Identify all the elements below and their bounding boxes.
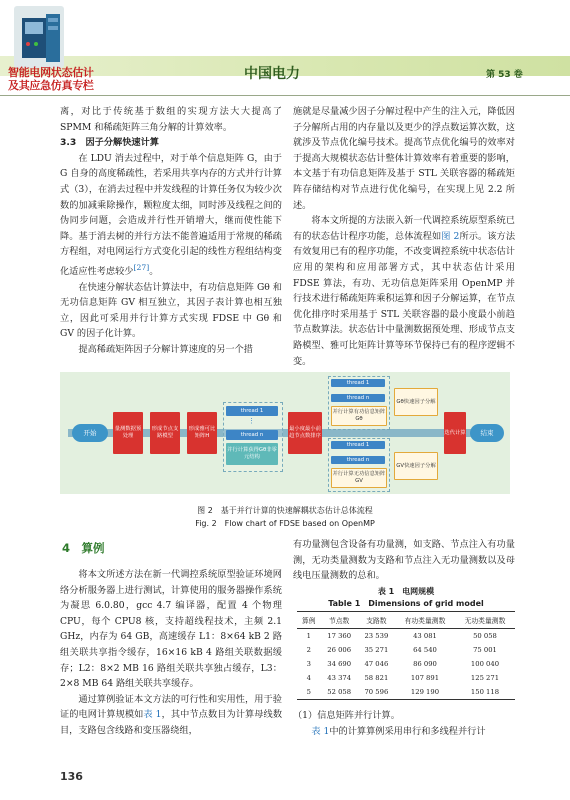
column-header: 支路数 [358, 612, 395, 629]
figure-caption-en: Fig. 2 Flow chart of FDSE based on OpenMP [195, 519, 375, 528]
thread-1-node: thread 1 [226, 406, 278, 416]
table-cell: 35 271 [364, 646, 389, 654]
paragraph: 提高稀疏矩阵因子分解计算速度的另一个措 [78, 343, 253, 355]
column-logo-image [10, 4, 68, 74]
table-cell: 26 006 [327, 646, 352, 654]
table-cell: 4 [306, 674, 311, 682]
table-cell: 100 040 [470, 660, 500, 668]
table-cell: 5 [297, 685, 321, 700]
table-cell: 75 001 [473, 646, 497, 654]
table-cell: 3 [306, 660, 311, 668]
parallel-reactive-matrix-node: 并行计算无功信息矩阵GV [331, 468, 387, 488]
table-cell: 17 360 [327, 632, 352, 640]
thread-1-node: thread 1 [331, 379, 385, 387]
left-column-top [60, 104, 282, 358]
header-divider [0, 95, 570, 96]
table-row [297, 671, 515, 685]
flowchart-figure [60, 372, 510, 494]
column-header: 有功类量测数 [395, 612, 455, 629]
table-row [297, 657, 515, 671]
paragraph: 在快速分解状态估计算法中，有功信息矩阵 Gθ 和无功信息矩阵 GV 相互独立，其因子表计算也相互独立，因此可采用并行计算方式实现 FDSE 中 Gθ 和 GV 的因子化计算。 [60, 281, 282, 340]
table-row [297, 629, 515, 644]
column-title-line2: 及其应急仿真专栏 [8, 79, 94, 92]
grid-dimensions-table [297, 611, 515, 700]
paragraph: 有功量测包含设备有功量测，如支路、节点注入有功量测，无功类量测数为支路和节点注入无功量测数以及母线电压量测数的总和。 [293, 539, 515, 582]
table-cell: 86 090 [413, 660, 437, 668]
end-node: 结束 [470, 424, 504, 442]
subsection-heading: （1）信息矩阵并行计算。 [293, 710, 400, 721]
ellipsis: ⋮ [248, 417, 255, 425]
table-cell: 47 046 [364, 660, 389, 668]
paragraph: 表 1中的计算算例采用串行和多线程并行计 [311, 725, 486, 737]
table-caption-zh: 表 1 电网规模 [377, 587, 435, 596]
table-row [297, 685, 515, 700]
table-cell: 43 374 [327, 674, 352, 682]
journal-title: 中国电力 [244, 66, 300, 82]
paragraph: 将本文所提的方法嵌入新一代调控系统原型系统已有的状态估计程序功能，总体流程如图 2所示。该方法有效复用已有的程序功能，不改变调控系统中状态估计应用的架构和应用部署方式，其中状态估计采用 FDSE 算法，有功、无功信息矩阵采用 OpenMP 并行技术进行稀疏矩阵乘积运算和因子分解运算，在节点优化排序时采用基于 STL 关联容器的最小度最小前趋节点数算法。状态估计中量测数据预处理、形成节点支路模型、雅可比矩阵计算等环节保持已有的程序逻辑不变。 [293, 215, 516, 367]
paragraph: 在 LDU 消去过程中，对于单个信息矩阵 G，由于 G 自身的高度稀疏性，若采用共享内存的方式并行计算式（3），在消去过程中并发线程的计算任务仅为较少次数的加减乘除操作，颗粒度太细，同时涉及线程之间的伪同步问题，会造成并行性开销增大，继而使性能下降。基于消去树的并行方法不能普遍适用于常规的稀疏方程组，对电网运行方式变化引起的线性方程组结构变化适应性考虑较少[27]。 [60, 152, 282, 277]
reactive-factor-node: GV快速因子分解 [394, 452, 438, 480]
table-header-row [297, 612, 515, 629]
column-title [8, 66, 94, 92]
column-header: 无功类量测数 [455, 612, 515, 629]
paragraph: 将本文所述方法在新一代调控系统原型验证环境网络分析服务器上进行测试，计算使用的服务器操作系统为凝思 6.0.80，gcc 4.7 编译器，配置 4 个物理 CPU，每个 CPU8 核，支持超线程技术，主频 2.1 GHz，内存为 64 GB，高速缓存 L1：8×64 kB 2 路组关联共享指令缓存，16×16 kB 4 路组关联数据缓存；L2：8×2 MB 16 路组关联共享独占缓存，L3：2×8 MB 64 路组关联共享缓存。 [60, 569, 282, 690]
form-model-node: 形成节点支路模型 [150, 412, 180, 454]
table-cell: 34 690 [327, 660, 352, 668]
citation-link[interactable]: [27] [133, 262, 150, 272]
measure-preprocess-node: 量测数据预处理 [113, 412, 143, 454]
volume-label: 第 53 卷 [486, 70, 523, 80]
active-factor-node: Gθ快速因子分解 [394, 388, 438, 416]
figure-link[interactable]: 图 2 [441, 230, 460, 242]
column-title-line1: 智能电网状态估计 [8, 66, 94, 79]
thread-n-node: thread n [226, 430, 278, 440]
table-cell: 43 081 [413, 632, 437, 640]
right-column-after-table [293, 708, 515, 739]
iterate-node: 迭代计算 [444, 412, 466, 454]
table-cell: 50 058 [473, 632, 497, 640]
min-degree-order-node: 最小度最小前趋节点数排序 [288, 412, 322, 454]
thread-1-node: thread 1 [331, 441, 385, 449]
parallel-active-matrix-node: 并行计算有功信息矩阵Gθ [331, 406, 387, 426]
page-number: 136 [60, 770, 83, 783]
table-cell: 107 891 [410, 674, 440, 682]
paragraph: 施就是尽量减少因子分解过程中产生的注入元，降低因子分解所占用的内存量以及更少的浮点数运算次数，这就涉及节点优化编号技术。提高节点优化编号的效率对于提高大规模状态估计整体计算效率有着重要的影响，本文基于有功信息矩阵及基于 STL 关联容器的稀疏矩阵存储结构对节点进行优化编号，在实现上见 2.2 所述。 [293, 106, 515, 211]
form-jacobi-node: 形成雅可比矩阵H [187, 412, 217, 454]
left-column-bottom [60, 567, 282, 739]
column-header: 算例 [297, 612, 321, 629]
right-column-bottom [293, 537, 515, 584]
table-link[interactable]: 表 1 [143, 709, 162, 721]
table-cell: 58 821 [364, 674, 389, 682]
thread-n-node: thread n [331, 394, 385, 402]
start-node: 开始 [72, 424, 108, 442]
paragraph: 离，对比于传统基于数组的实现方法大大提高了SPMM 和稀疏矩阵三角分解的计算效率。 [60, 106, 282, 133]
table-caption-en: Table 1 Dimensions of grid model [328, 599, 484, 608]
paragraph: 通过算例验证本文方法的可行性和实用性，用于验证的电网计算规模如表 1，其中节点数目为计算母线数目，支路包含线路和变压器绕组， [60, 693, 283, 736]
table-link[interactable]: 表 1 [311, 725, 330, 737]
table-cell: 70 596 [358, 685, 395, 700]
table-cell: 23 539 [364, 632, 389, 640]
table-cell: 129 190 [395, 685, 455, 700]
parallel-gain-node: 并行计算获得Gθ非零元结构 [226, 443, 278, 465]
column-header: 节点数 [321, 612, 358, 629]
table-cell: 2 [306, 646, 311, 654]
table-cell: 125 271 [470, 674, 500, 682]
figure-caption-zh: 图 2 基于并行计算的快速解耦状态估计总体流程 [197, 506, 373, 515]
right-column-top [293, 104, 515, 369]
thread-n-node: thread n [331, 456, 385, 464]
table-cell: 1 [306, 632, 311, 640]
table-row [297, 643, 515, 657]
table-cell: 150 118 [455, 685, 515, 700]
section-heading-4: 4 算例 [62, 541, 105, 555]
table-cell: 64 540 [413, 646, 437, 654]
section-heading-3-3: 3.3 因子分解快速计算 [60, 137, 159, 149]
table-cell: 52 058 [321, 685, 358, 700]
